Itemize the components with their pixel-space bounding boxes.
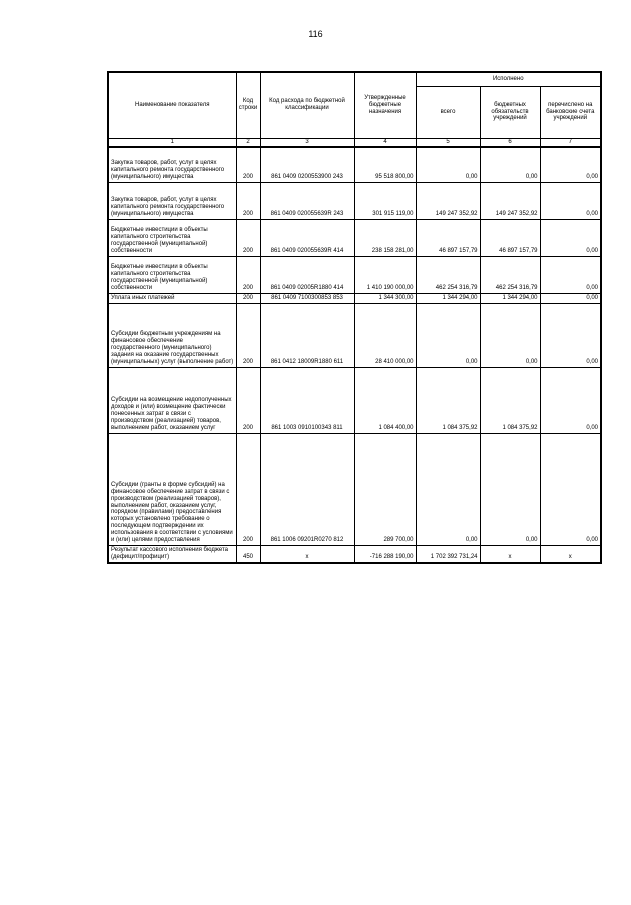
row-approved: 28 410 000,00 bbox=[354, 303, 416, 367]
row-approved: 238 158 281,00 bbox=[354, 220, 416, 257]
header-executed-group: Исполнено bbox=[416, 72, 601, 86]
column-number: 5 bbox=[416, 138, 480, 147]
row-name: Бюджетные инвестиции в объекты капитального строительства государственной (муниципальной) собственности bbox=[108, 257, 236, 294]
column-number: 4 bbox=[354, 138, 416, 147]
row-line-code: 200 bbox=[236, 147, 260, 183]
row-budget-code: x bbox=[260, 545, 354, 562]
budget-execution-table bbox=[107, 71, 602, 564]
row-transferred: 0,00 bbox=[540, 183, 601, 220]
row-approved: 95 518 800,00 bbox=[354, 147, 416, 183]
column-number: 1 bbox=[108, 138, 236, 147]
header-approved: Утвержденные бюджетные назначения bbox=[354, 72, 416, 138]
header-executed-obligations: бюджетных обязательств учреждений bbox=[480, 86, 540, 138]
row-transferred: 0,00 bbox=[540, 433, 601, 545]
header-executed-transferred: перечислено на банковские счета учреждений bbox=[540, 86, 601, 138]
page-number: 116 bbox=[308, 29, 323, 39]
table-row-result bbox=[108, 545, 601, 562]
column-number: 3 bbox=[260, 138, 354, 147]
row-obligations: 1 344 294,00 bbox=[480, 294, 540, 304]
table-row bbox=[108, 183, 601, 220]
row-name: Результат кассового исполнения бюджета (дефицит/профицит) bbox=[108, 545, 236, 562]
column-number: 7 bbox=[540, 138, 601, 147]
header-executed-total: всего bbox=[416, 86, 480, 138]
column-number: 6 bbox=[480, 138, 540, 147]
table-row bbox=[108, 433, 601, 545]
row-transferred: 0,00 bbox=[540, 147, 601, 183]
row-total: 1 084 375,92 bbox=[416, 367, 480, 433]
table-row bbox=[108, 220, 601, 257]
row-name: Субсидии (гранты в форме субсидий) на финансовое обеспечение затрат в связи с производством (реализацией товаров), выполнением работ, оказанием услуг, порядком (правилами) предоставления которых установлено требование о последующем подтверждении их использования в соответствии с условиями и (или) целями предоставления bbox=[108, 433, 236, 545]
row-obligations: 46 897 157,79 bbox=[480, 220, 540, 257]
table-row bbox=[108, 147, 601, 183]
row-budget-code: 861 0409 0200553900 243 bbox=[260, 147, 354, 183]
header-indicator-name: Наименование показателя bbox=[108, 72, 236, 138]
row-budget-code: 861 1003 0910100343 811 bbox=[260, 367, 354, 433]
row-transferred: 0,00 bbox=[540, 257, 601, 294]
row-budget-code: 861 0409 020055639R 414 bbox=[260, 220, 354, 257]
row-transferred: 0,00 bbox=[540, 220, 601, 257]
row-total: 462 254 316,79 bbox=[416, 257, 480, 294]
row-total: 46 897 157,79 bbox=[416, 220, 480, 257]
row-total: 0,00 bbox=[416, 303, 480, 367]
row-line-code: 200 bbox=[236, 220, 260, 257]
row-name: Уплата иных платежей bbox=[108, 294, 236, 304]
row-obligations: 0,00 bbox=[480, 303, 540, 367]
row-name: Субсидии бюджетным учреждениям на финансовое обеспечение государственного (муниципального) задания на оказание государственных (муниципальных) услуг (выполнение работ) bbox=[108, 303, 236, 367]
column-number-row bbox=[108, 138, 601, 147]
table-row bbox=[108, 257, 601, 294]
table-row bbox=[108, 303, 601, 367]
row-budget-code: 861 0409 020055639R 243 bbox=[260, 183, 354, 220]
row-budget-code: 861 0409 02005R1880 414 bbox=[260, 257, 354, 294]
row-name: Бюджетные инвестиции в объекты капитального строительства государственной (муниципальной) собственности bbox=[108, 220, 236, 257]
row-transferred: 0,00 bbox=[540, 294, 601, 304]
row-total: 0,00 bbox=[416, 147, 480, 183]
row-obligations: x bbox=[480, 545, 540, 562]
header-budget-code: Код расхода по бюджетной классификации bbox=[260, 72, 354, 138]
row-total: 1 702 392 731,24 bbox=[416, 545, 480, 562]
row-budget-code: 861 1006 09201R0270 812 bbox=[260, 433, 354, 545]
row-name: Субсидии на возмещение недополученных доходов и (или) возмещение фактически понесенных затрат в связи с производством (реализацией) товаров, выполнением работ, оказанием услуг bbox=[108, 367, 236, 433]
row-line-code: 200 bbox=[236, 433, 260, 545]
row-approved: -716 288 190,00 bbox=[354, 545, 416, 562]
row-transferred: 0,00 bbox=[540, 303, 601, 367]
table-row bbox=[108, 294, 601, 304]
row-approved: 1 344 300,00 bbox=[354, 294, 416, 304]
row-line-code: 200 bbox=[236, 257, 260, 294]
row-approved: 1 084 400,00 bbox=[354, 367, 416, 433]
row-line-code: 200 bbox=[236, 303, 260, 367]
row-budget-code: 861 0409 7100300853 853 bbox=[260, 294, 354, 304]
row-line-code: 200 bbox=[236, 294, 260, 304]
row-line-code: 450 bbox=[236, 545, 260, 562]
row-total: 149 247 352,92 bbox=[416, 183, 480, 220]
row-line-code: 200 bbox=[236, 367, 260, 433]
row-total: 1 344 294,00 bbox=[416, 294, 480, 304]
header-line-code: Код строки bbox=[236, 72, 260, 138]
row-obligations: 462 254 316,79 bbox=[480, 257, 540, 294]
table-row bbox=[108, 367, 601, 433]
row-budget-code: 861 0412 18009R1880 611 bbox=[260, 303, 354, 367]
row-line-code: 200 bbox=[236, 183, 260, 220]
row-transferred: 0,00 bbox=[540, 367, 601, 433]
row-obligations: 1 084 375,92 bbox=[480, 367, 540, 433]
row-approved: 1 410 190 000,00 bbox=[354, 257, 416, 294]
row-name: Закупка товаров, работ, услуг в целях капитального ремонта государственного (муниципального) имущества bbox=[108, 147, 236, 183]
row-obligations: 149 247 352,92 bbox=[480, 183, 540, 220]
row-approved: 289 700,00 bbox=[354, 433, 416, 545]
column-number: 2 bbox=[236, 138, 260, 147]
row-approved: 301 915 119,00 bbox=[354, 183, 416, 220]
row-total: 0,00 bbox=[416, 433, 480, 545]
row-obligations: 0,00 bbox=[480, 433, 540, 545]
row-name: Закупка товаров, работ, услуг в целях капитального ремонта государственного (муниципального) имущества bbox=[108, 183, 236, 220]
row-obligations: 0,00 bbox=[480, 147, 540, 183]
row-transferred: x bbox=[540, 545, 601, 562]
